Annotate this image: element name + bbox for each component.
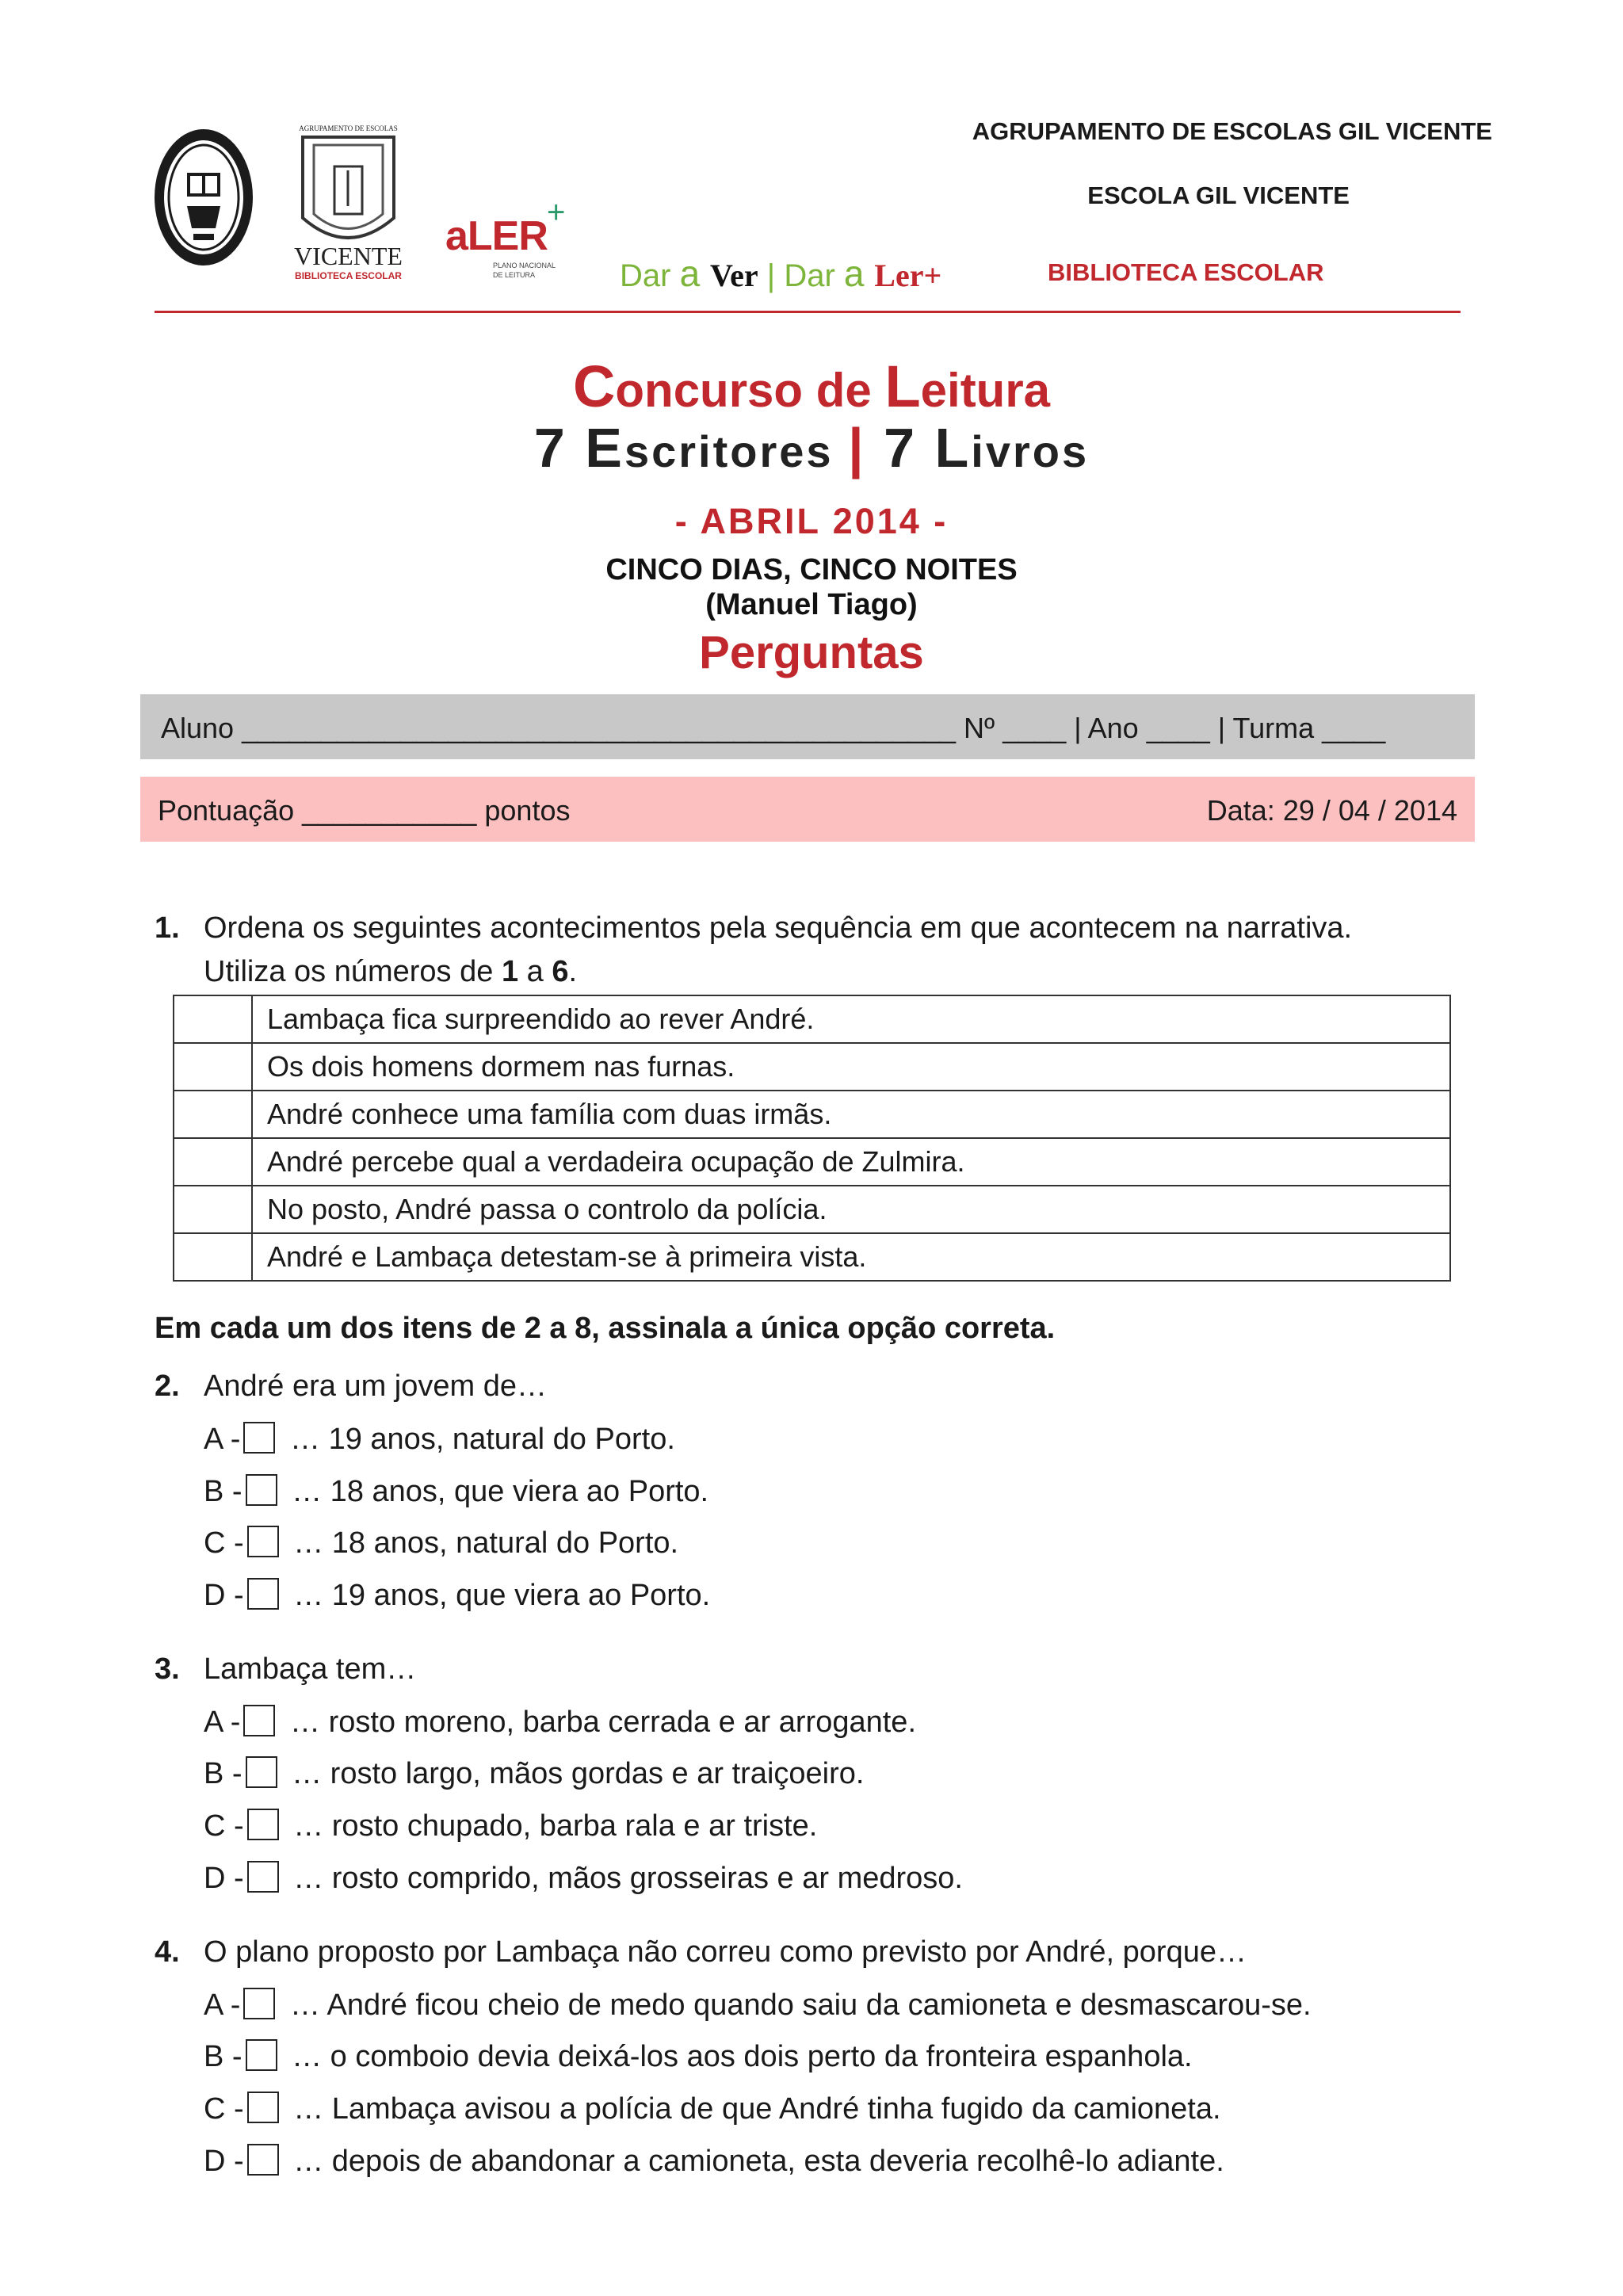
option-letter: B - <box>204 1757 242 1790</box>
subtitle-l-rest: ivros <box>971 426 1090 476</box>
q3-option-b <box>204 1756 864 1791</box>
option-letter: D - <box>204 1862 244 1895</box>
option-text: … 19 anos, natural do Porto. <box>290 1423 675 1456</box>
title-c-rest: oncurso de <box>615 364 885 417</box>
contest-title <box>0 353 1623 420</box>
event-text: Os dois homens dormem nas furnas. <box>252 1043 1450 1091</box>
q4-option-b <box>204 2039 1193 2074</box>
option-text: … rosto comprido, mãos grosseiras e ar medroso. <box>293 1862 963 1895</box>
instructions: Em cada um dos itens de 2 a 8, assinala a única opção correta. <box>155 1312 1056 1345</box>
month-label: - ABRIL 2014 - <box>674 501 949 541</box>
q1-text-from: 1 <box>501 955 519 988</box>
event-text: André percebe qual a verdadeira ocupação de Zulmira. <box>252 1138 1450 1186</box>
checkbox[interactable] <box>247 1526 279 1557</box>
option-letter: A - <box>204 1706 241 1739</box>
subtitle-l: L <box>934 417 972 479</box>
order-cell[interactable] <box>174 1091 252 1138</box>
checkbox[interactable] <box>246 1474 277 1506</box>
checkbox[interactable] <box>243 1705 275 1736</box>
q3-option-c <box>204 1809 817 1843</box>
slogan-ver: Ver <box>709 258 758 293</box>
slogan-ler: Ler+ <box>874 258 942 293</box>
option-text: … Lambaça avisou a polícia de que André tinha fugido da camioneta. <box>293 2092 1221 2126</box>
q4-number: 4. <box>155 1935 180 1969</box>
section-title: Perguntas <box>699 627 924 678</box>
aler-logo <box>445 195 566 284</box>
checkbox[interactable] <box>243 1422 275 1454</box>
score-line: Pontuação ___________ pontos <box>158 794 571 827</box>
subtitle-e-rest: scritores <box>624 426 849 476</box>
option-text: … rosto chupado, barba rala e ar triste. <box>293 1809 818 1843</box>
option-letter: C - <box>204 1526 244 1560</box>
q1-text-line1: Ordena os seguintes acontecimentos pela sequência em que acontecem na narrativa. <box>204 911 1353 945</box>
aler-logo-sub1: PLANO NACIONAL <box>493 262 556 269</box>
sequence-table <box>173 995 1451 1282</box>
header-divider <box>155 311 1461 313</box>
slogan <box>620 252 941 295</box>
subtitle-n2: 7 <box>865 417 935 479</box>
gv-logo-subtitle: BIBLIOTECA ESCOLAR <box>295 270 402 281</box>
school-seal-logo <box>152 127 255 268</box>
slogan-dar-2: Dar <box>784 258 844 293</box>
q1-text-end: . <box>568 955 578 988</box>
checkbox[interactable] <box>247 2144 279 2176</box>
slogan-a-2: a <box>843 253 875 294</box>
q4-option-d <box>204 2144 1224 2179</box>
q3-number: 3. <box>155 1652 180 1686</box>
q3-text: Lambaça tem… <box>204 1652 417 1686</box>
title-l: L <box>884 353 921 419</box>
option-letter: A - <box>204 1423 241 1456</box>
q4-text: O plano proposto por Lambaça não correu como previsto por André, porque… <box>204 1935 1247 1969</box>
checkbox[interactable] <box>243 1988 275 2019</box>
aler-logo-text: aLER <box>445 213 548 259</box>
order-cell[interactable] <box>174 1138 252 1186</box>
order-cell[interactable] <box>174 995 252 1043</box>
event-text: André e Lambaça detestam-se à primeira vista. <box>252 1233 1450 1281</box>
event-text: No posto, André passa o controlo da polícia. <box>252 1186 1450 1233</box>
table-row <box>174 1186 1450 1233</box>
table-row <box>174 1091 1450 1138</box>
q2-option-c <box>204 1526 678 1561</box>
option-text: … depois de abandonar a camioneta, esta deveria recolhê-lo adiante. <box>293 2145 1224 2178</box>
student-info-line: Aluno _____________________________________________ Nº ____ | Ano ____ | Turma ____ <box>161 712 1386 744</box>
option-letter: C - <box>204 2092 244 2126</box>
q2-text: André era um jovem de… <box>204 1370 547 1403</box>
checkbox[interactable] <box>246 1756 277 1788</box>
gv-logo-top-text: AGRUPAMENTO DE ESCOLAS <box>299 124 398 132</box>
slogan-a-1: a <box>679 253 710 294</box>
gil-vicente-logo <box>287 123 410 281</box>
aler-logo-plus: + <box>547 195 566 230</box>
checkbox[interactable] <box>247 1578 279 1610</box>
q2-option-b <box>204 1474 708 1509</box>
option-letter: B - <box>204 1475 242 1508</box>
subtitle-bar: | <box>848 417 866 479</box>
slogan-dar-1: Dar <box>620 258 680 293</box>
option-letter: B - <box>204 2040 242 2073</box>
q1-text-part1: Utiliza os números de <box>204 955 502 988</box>
date-line: Data: 29 / 04 / 2014 <box>1206 794 1457 827</box>
table-row <box>174 995 1450 1043</box>
option-text: … André ficou cheio de medo quando saiu da camioneta e desmascarou-se. <box>290 1988 1312 2022</box>
contest-subtitle <box>0 416 1623 479</box>
table-row <box>174 1043 1450 1091</box>
gv-logo-name: VICENTE <box>294 242 403 270</box>
escola-heading: ESCOLA GIL VICENTE <box>1087 181 1350 209</box>
title-c: C <box>572 353 616 419</box>
book-author: (Manuel Tiago) <box>705 588 918 621</box>
book-title: CINCO DIAS, CINCO NOITES <box>605 553 1018 586</box>
q1-number: 1. <box>155 911 180 945</box>
q4-option-a <box>204 1988 1312 2023</box>
aler-logo-sub2: DE LEITURA <box>493 271 536 279</box>
q3-option-a <box>204 1705 916 1740</box>
q1-text-to: 6 <box>552 955 569 988</box>
checkbox[interactable] <box>247 2092 279 2123</box>
option-text: … 18 anos, que viera ao Porto. <box>292 1475 709 1508</box>
option-letter: D - <box>204 1579 244 1612</box>
order-cell[interactable] <box>174 1186 252 1233</box>
q2-option-a <box>204 1422 675 1457</box>
q1-text-line2 <box>204 955 577 989</box>
order-cell[interactable] <box>174 1043 252 1091</box>
option-letter: A - <box>204 1988 241 2022</box>
option-letter: D - <box>204 2145 244 2178</box>
subtitle-e: E <box>585 417 624 479</box>
event-text: André conhece uma família com duas irmãs. <box>252 1091 1450 1138</box>
option-text: … 18 anos, natural do Porto. <box>293 1526 679 1560</box>
biblioteca-heading: BIBLIOTECA ESCOLAR <box>1048 258 1324 286</box>
q2-number: 2. <box>155 1370 180 1403</box>
slogan-separator: | <box>758 258 785 293</box>
q3-option-d <box>204 1861 963 1896</box>
student-info-band <box>140 694 1475 759</box>
checkbox[interactable] <box>246 2039 277 2071</box>
option-text: … 19 anos, que viera ao Porto. <box>293 1579 711 1612</box>
agrupamento-heading: AGRUPAMENTO DE ESCOLAS GIL VICENTE <box>972 117 1492 145</box>
q2-option-d <box>204 1578 710 1613</box>
q1-text-part2: a <box>518 955 552 988</box>
table-row <box>174 1138 1450 1186</box>
event-text: Lambaça fica surpreendido ao rever André. <box>252 995 1450 1043</box>
score-band <box>140 777 1475 842</box>
option-letter: C - <box>204 1809 244 1843</box>
title-l-rest: eitura <box>920 364 1051 417</box>
option-text: … o comboio devia deixá-los aos dois perto da fronteira espanhola. <box>292 2040 1193 2073</box>
q4-option-c <box>204 2092 1221 2126</box>
checkbox[interactable] <box>247 1809 279 1840</box>
option-text: … rosto largo, mãos gordas e ar traiçoeiro. <box>292 1757 865 1790</box>
order-cell[interactable] <box>174 1233 252 1281</box>
subtitle-n1: 7 <box>533 417 586 479</box>
checkbox[interactable] <box>247 1861 279 1893</box>
option-text: … rosto moreno, barba cerrada e ar arrogante. <box>290 1706 916 1739</box>
table-row <box>174 1233 1450 1281</box>
